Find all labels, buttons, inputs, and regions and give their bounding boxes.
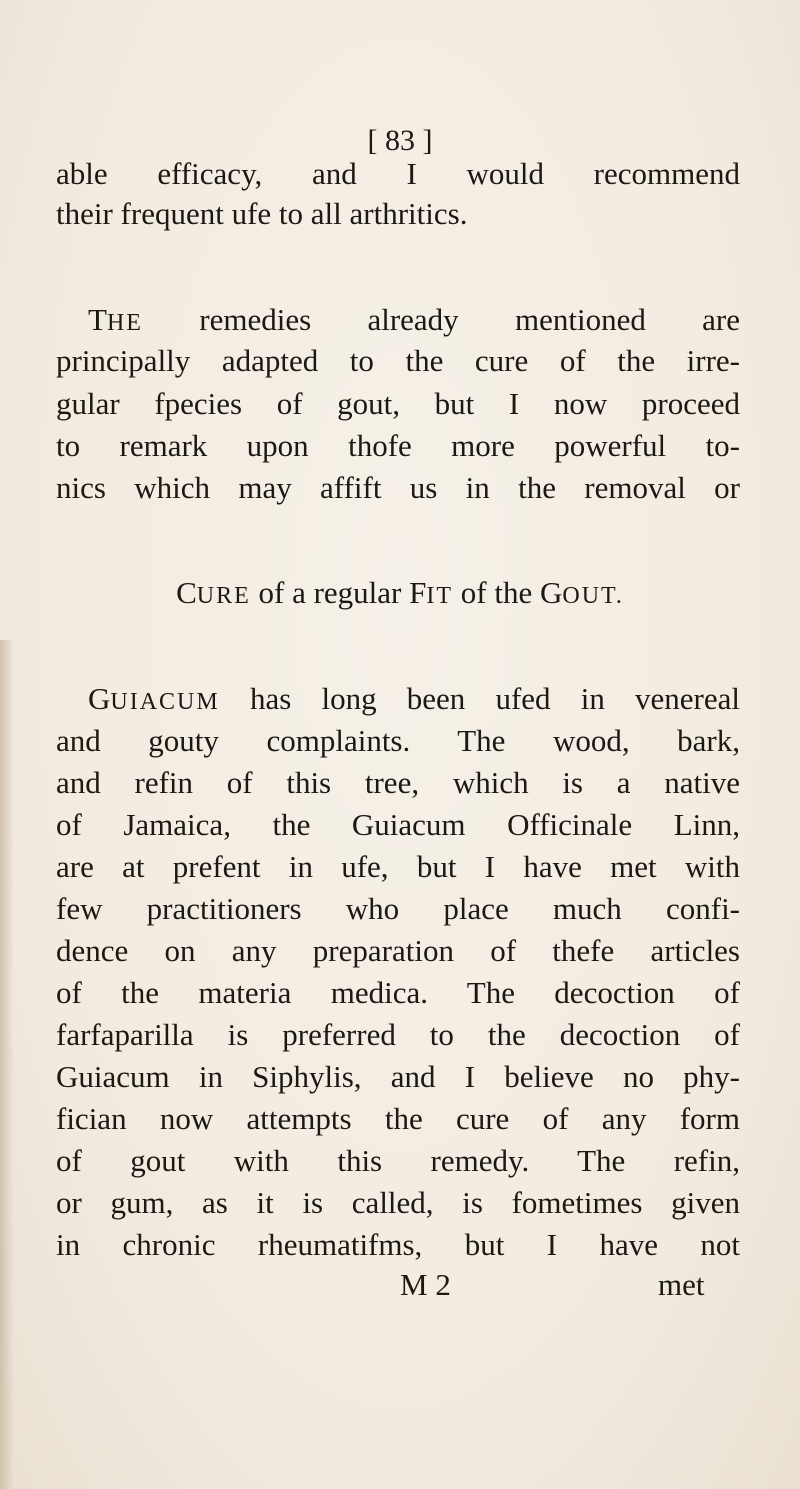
paragraph2-line-1 <box>88 300 740 343</box>
paragraph3-line-10: Guiacum in Siphylis, and I believe no phy- <box>56 1059 740 1094</box>
paragraph3-line-11: fician now attempts the cure of any form <box>56 1101 740 1136</box>
paragraph3-line-6: few practitioners who place much confi- <box>56 891 740 926</box>
paragraph3-line-13: or gum, as it is called, is fometimes given <box>56 1185 740 1220</box>
paragraph2-line-3: gular fpecies of gout, but I now proceed <box>56 386 740 421</box>
paragraph2-line-2: principally adapted to the cure of the irre- <box>56 343 740 378</box>
paragraph3-line-9: farfaparilla is preferred to the decoction of <box>56 1017 740 1052</box>
section-heading: CURE of a regular FIT of the GOUT. <box>176 575 624 610</box>
paragraph3-line-2: and gouty complaints. The wood, bark, <box>56 723 740 758</box>
paragraph1-line-1: able efficacy, and I would recommend <box>56 156 740 191</box>
paragraph2-line-4: to remark upon thofe more powerful to- <box>56 428 740 463</box>
paragraph3-line-1 <box>88 679 740 722</box>
signature-mark: M 2 <box>400 1267 451 1302</box>
paragraph3-line-5: are at prefent in ufe, but I have met with <box>56 849 740 884</box>
paragraph2-line-5: nics which may affift us in the removal or <box>56 470 740 505</box>
page-number: [ 83 ] <box>367 124 433 157</box>
paragraph3-line-1-rest: has long been ufed in venereal <box>249 681 740 716</box>
paragraph3-line-3: and refin of this tree, which is a native <box>56 765 740 800</box>
paragraph3-initial: GUIACUM <box>88 681 220 716</box>
paragraph2-initial: THE <box>88 302 143 337</box>
page-gutter-shadow <box>0 640 14 1489</box>
paragraph2-line-1-rest: remedies already mentioned are <box>199 302 740 337</box>
paragraph3-line-7: dence on any preparation of thefe articles <box>56 933 740 968</box>
paragraph3-line-8: of the materia medica. The decoction of <box>56 975 740 1010</box>
paragraph1-line-2: their frequent ufe to all arthritics. <box>56 196 468 231</box>
paragraph3-line-14: in chronic rheumatifms, but I have not <box>56 1227 740 1262</box>
catchword: met <box>658 1267 705 1302</box>
paragraph3-line-12: of gout with this remedy. The refin, <box>56 1143 740 1178</box>
paragraph3-line-4: of Jamaica, the Guiacum Officinale Linn, <box>56 807 740 842</box>
